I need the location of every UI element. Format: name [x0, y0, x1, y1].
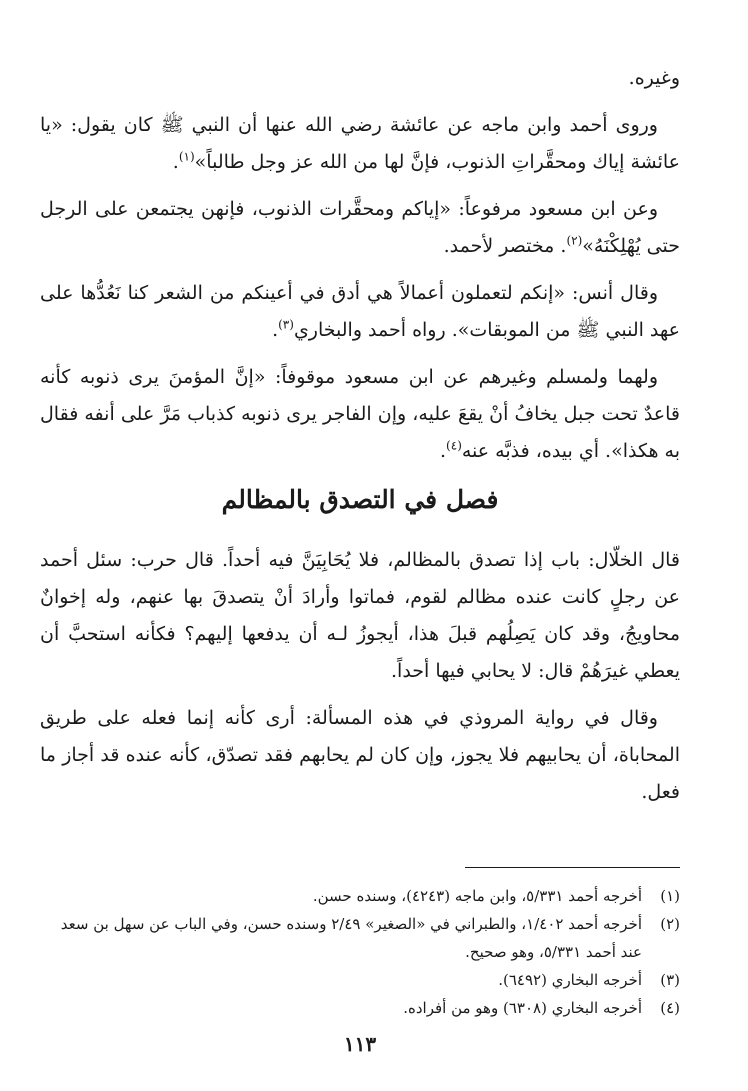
paragraph-text: ولهما ولمسلم وغيرهم عن ابن مسعود موقوفاً: «إنَّ المؤمنَ يرى ذنوبه كأنه قاعدٌ تحت جبل يخافُ أنْ يقعَ عليه، وإن الفاجر يرى ذنوبه كذباب مَرَّ على أنفه فقال به هكذا». أي بيده، فذبَّه عنه — [40, 366, 680, 462]
footnote-ref[interactable]: (٤) — [446, 438, 462, 453]
footnote-number: (١) — [660, 887, 680, 905]
footnote-text: أخرجه البخاري (٦٤٩٢). — [498, 971, 642, 989]
paragraph-ibn-masud-hadith — [40, 191, 680, 265]
footnote-number: (٢) — [660, 915, 680, 933]
paragraph-tail: . — [272, 319, 279, 341]
footnote-text: أخرجه البخاري (٦٣٠٨) وهو من أفراده. — [403, 999, 642, 1017]
footnote-number: (٤) — [660, 999, 680, 1017]
footnotes — [40, 882, 680, 1022]
footnote-item — [40, 910, 680, 966]
footnote-number: (٣) — [660, 971, 680, 989]
paragraph-text: وقال أنس: «إنكم لتعملون أعمالاً هي أدق في أعينكم من الشعر كنا نَعُدُّها على عهد النبي ﷺ من الموبقات». رواه أحمد والبخاري — [40, 282, 680, 341]
footnote-ref[interactable]: (٣) — [278, 317, 294, 332]
paragraph-tail: . — [172, 151, 179, 173]
paragraph-text: وقال في رواية المروذي في هذه المسألة: أرى كأنه إنما فعله على طريق المحاباة، أن يحابيهم فلا يجوز، وإن كان لم يحابهم فقد تصدّق، كأنه عنده قد أجاز ما فعل. — [40, 707, 680, 803]
footnote-divider — [465, 867, 680, 868]
book-page — [40, 60, 680, 1091]
footnote-item — [40, 882, 680, 910]
paragraph-text: وروى أحمد وابن ماجه عن عائشة رضي الله عنها أن النبي ﷺ كان يقول: «يا عائشة إياك ومحقَّراتِ الذنوب، فإنَّ لها من الله عز وجل طالباً» — [40, 114, 680, 173]
paragraph-khallal — [40, 542, 680, 690]
section-heading: فصل في التصدق بالمظالم — [221, 485, 499, 514]
paragraph-believer-sins — [40, 359, 680, 470]
footnote-text: أخرجه أحمد ١/٤٠٢، والطبراني في «الصغير» ٢/٤٩ وسنده حسن، وفي الباب عن سهل بن سعد عند أحمد ٥/٣٣١، وهو صحيح. — [60, 915, 642, 961]
paragraph-text: وغيره. — [628, 67, 680, 89]
footnote-item — [40, 966, 680, 994]
paragraph-text: قال الخلّال: باب إذا تصدق بالمظالم، فلا يُحَابِيَنَّ فيه أحداً. قال حرب: سئل أحمد عن رجلٍ كانت عنده مظالم لقوم، فماتوا وأرادَ أنْ يتصدقَ بها عنهم، وله إخوانٌ محاويجُ، وقد كان يَصِلُهم قبلَ هذا، أيجوزُ لـه أن يدفعها إليهم؟ فكأنه استحبَّ أن يعطي غيرَهُمْ قال: لا يحابي فيها أحداً. — [40, 549, 680, 682]
paragraph-anas-hadith — [40, 275, 680, 349]
paragraph-aisha-hadith — [40, 107, 680, 181]
paragraph-text: وعن ابن مسعود مرفوعاً: «إياكم ومحقَّرات الذنوب، فإنهن يجتمعن على الرجل حتى يُهْلِكْنَهُ» — [40, 198, 680, 257]
paragraph-continuation — [40, 60, 680, 97]
footnote-ref[interactable]: (٢) — [566, 233, 583, 248]
paragraph-marwadhi — [40, 700, 680, 811]
paragraph-tail: . — [440, 440, 447, 462]
footnote-ref[interactable]: (١) — [178, 149, 195, 164]
footnote-text: أخرجه أحمد ٥/٣٣١، وابن ماجه (٤٢٤٣)، وسنده حسن. — [312, 887, 642, 905]
footnote-item — [40, 994, 680, 1022]
page-number: ١١٣ — [343, 1032, 377, 1056]
paragraph-tail: . مختصر لأحمد. — [443, 235, 567, 257]
